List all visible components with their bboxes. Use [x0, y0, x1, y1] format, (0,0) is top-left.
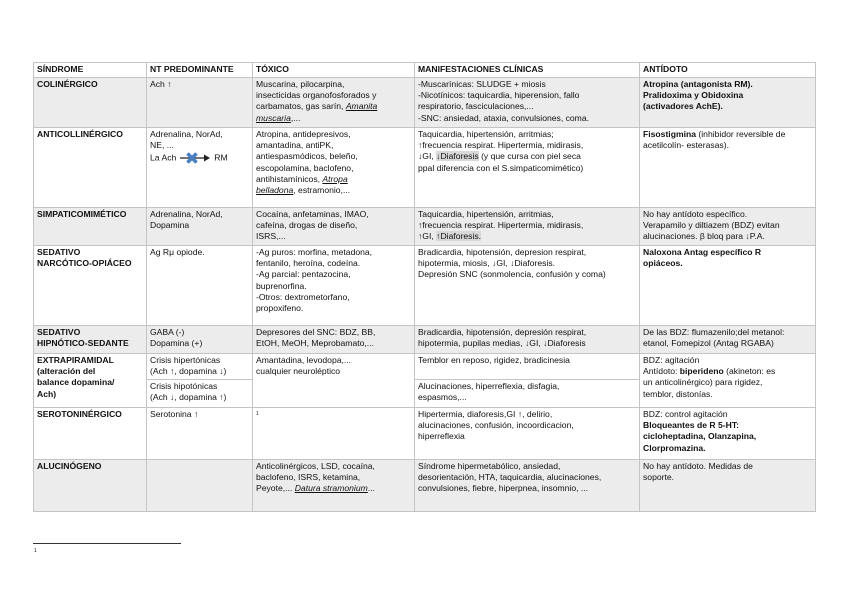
row-opiaceo — [34, 246, 816, 326]
row-alucinogeno — [34, 460, 816, 512]
footnote-separator — [33, 543, 181, 544]
antidote-cell: Fisostigmina (inhibidor reversible de acetilcolín- esterasas). — [640, 128, 816, 208]
header-antidote: ANTÍDOTO — [640, 63, 816, 78]
antidote-cell: BDZ: control agitación Bloqueantes de R 5-HT: cicloheptadina, Olanzapina, Clorpromazina. — [640, 408, 816, 460]
header-syndrome: SÍNDROME — [34, 63, 147, 78]
toxic-cell: Amantadina, levodopa,... cualquier neuroléptico — [253, 354, 415, 408]
syndrome-cell: COLINÉRGICO — [34, 78, 147, 128]
row-colinergico — [34, 78, 816, 128]
row-hipnotico — [34, 326, 816, 354]
nt-cell-hypertonic: Crisis hipertónicas (Ach ↑, dopamina ↓) — [147, 354, 253, 380]
footnote-ref[interactable]: 1 — [256, 411, 259, 417]
antidote-cell: Naloxona Antag específico R opiáceos. — [640, 246, 816, 326]
header-toxic: TÓXICO — [253, 63, 415, 78]
toxic-cell: -Ag puros: morfina, metadona, fentanilo, heroína, codeína. -Ag parcial: pentazocina, buprenorfina. -Otros: dextrometorfano, propoxifeno. — [253, 246, 415, 326]
syndrome-cell: ALUCINÓGENO — [34, 460, 147, 512]
manifestations-cell: Síndrome hipermetabólico, ansiedad, desorientación, HTA, taquicardia, alucinaciones, convulsiones, fiebre, hiperpnea, insomnio, ... — [415, 460, 640, 512]
toxic-cell: Cocaína, anfetaminas, IMAO, cafeína, drogas de diseño, ISRS,... — [253, 208, 415, 246]
antidote-cell: BDZ: agitación Antídoto: biperideno (akineton: es un anticolinérgico) para rigidez, temblor, distonías. — [640, 354, 816, 408]
toxic-cell: Anticolinérgicos, LSD, cocaína, baclofeno, ISRS, ketamina, Peyote,... Datura stramonium... — [253, 460, 415, 512]
syndrome-cell: SEROTONINÉRGICO — [34, 408, 147, 460]
syndrome-cell: SEDATIVO HIPNÓTICO-SEDANTE — [34, 326, 147, 354]
nt-cell: Ag Rμ opiode. — [147, 246, 253, 326]
footnote-number: 1 — [34, 548, 37, 554]
manifestations-cell: Bradicardia, hipotensión, depresion respirat, hipotermia, miosis, ↓GI, ↓Diaforesis. Depresión SNC (sonmolencia, confusión y coma) — [415, 246, 640, 326]
toxic-cell: Atropina, antidepresivos, amantadina, antiPK, antiespasmódicos, beleño, escopolamina, baclofeno, antihistamínicos, Atropa belladona, estramonio,... — [253, 128, 415, 208]
nt-cell: Serotonina ↑ — [147, 408, 253, 460]
nt-cell: Ach ↑ — [147, 78, 253, 128]
manifestations-cell: Hipertermia, diaforesis,GI ↑, delirio, alucinaciones, confusión, incoordicacion, hiperreflexia — [415, 408, 640, 460]
antidote-cell: Atropina (antagonista RM). Pralidoxima y Obidoxina (activadores AchE). — [640, 78, 816, 128]
blocked-receptor-arrow-icon — [178, 151, 212, 165]
nt-cell: Adrenalina, NorAd, NE, ... La Ach RM — [147, 128, 253, 208]
antidote-cell: No hay antídoto. Medidas de soporte. — [640, 460, 816, 512]
header-manifestations: MANIFESTACIONES CLÍNICAS — [415, 63, 640, 78]
nt-cell-hypotonic: Crisis hipotónicas (Ach ↓, dopamina ↑) — [147, 380, 253, 408]
row-simpaticomimetico — [34, 208, 816, 246]
manifestations-cell: Taquicardia, hipertensión, arritmias; ↑frecuencia respirat. Hipertermia, midirasis, ↓GI, ↓Diaforesis (y que cursa con piel seca ppal diferencia con el S.simpaticomimético) — [415, 128, 640, 208]
toxic-cell: Depresores del SNC: BDZ, BB, EtOH, MeOH, Meprobamato,... — [253, 326, 415, 354]
manifestations-cell-hypertonic: Temblor en reposo, rigidez, bradicinesia — [415, 354, 640, 380]
syndromes-table — [33, 62, 816, 512]
manifestations-cell-hypotonic: Alucinaciones, hiperreflexia, disfagia, espasmos,... — [415, 380, 640, 408]
syndrome-cell: SEDATIVO NARCÓTICO-OPIÁCEO — [34, 246, 147, 326]
manifestations-cell: -Muscarínicas: SLUDGE + miosis -Nicotínicos: taquicardia, hiperension, fallo respiratorio, fasciculaciones,... -SNC: ansiedad, ataxia, convulsiones, coma. — [415, 78, 640, 128]
header-nt: NT PREDOMINANTE — [147, 63, 253, 78]
header-row — [34, 63, 816, 78]
toxic-cell — [253, 408, 415, 460]
row-serotoninergico — [34, 408, 816, 460]
row-anticolinergico — [34, 128, 816, 208]
row-extrapiramidal — [34, 354, 816, 380]
antidote-cell: No hay antídoto específico. Verapamilo y diltiazem (BDZ) evitan alucinaciones. β bloq para ↓P.A. — [640, 208, 816, 246]
toxic-cell: Muscarina, pilocarpina, insecticidas organofosforados y carbamatos, gas sarín, Amanita muscaria,... — [253, 78, 415, 128]
nt-cell: Adrenalina, NorAd, Dopamina — [147, 208, 253, 246]
syndrome-cell: SIMPATICOMIMÉTICO — [34, 208, 147, 246]
antidote-cell: De las BDZ: flumazenilo;del metanol: etanol, Fomepizol (Antag RGABA) — [640, 326, 816, 354]
manifestations-cell: Bradicardia, hipotensión, depresión respirat, hipotermia, pupilas medias, ↓GI, ↓Diaforesis — [415, 326, 640, 354]
syndrome-cell: EXTRAPIRAMIDAL (alteración del balance dopamina/ Ach) — [34, 354, 147, 408]
syndrome-cell: ANTICOLLINÉRGICO — [34, 128, 147, 208]
nt-cell: GABA (-) Dopamina (+) — [147, 326, 253, 354]
manifestations-cell: Taquicardia, hipertensión, arritmias, ↑frecuencia respirat. Hipertermia, midirasis, ↑GI, ↑Diaforesis. — [415, 208, 640, 246]
nt-cell — [147, 460, 253, 512]
